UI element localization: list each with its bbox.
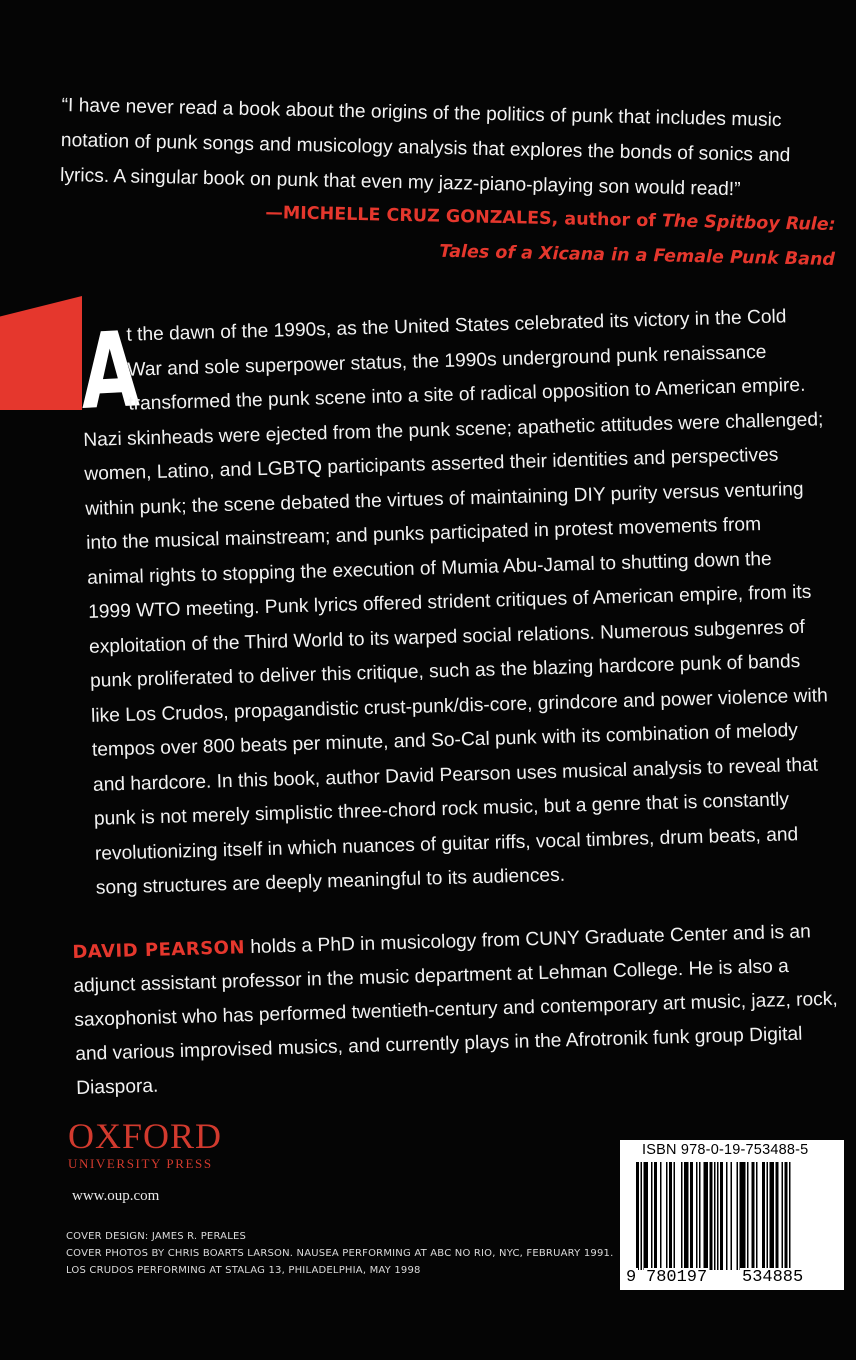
endorsement-quote xyxy=(60,88,802,208)
description-line: within punk; the scene debated the virtues of maintaining DIY purity versus venturing xyxy=(84,478,804,520)
attribution-book-subtitle: Tales of a Xicana in a Female Punk Band xyxy=(439,241,836,270)
quote-line: lyrics. A singular book on punk that even my jazz-piano-playing son would read!” xyxy=(59,164,741,201)
barcode-bar xyxy=(684,1162,689,1270)
barcode-bar xyxy=(696,1162,698,1270)
description-line: t the dawn of the 1990s, as the United States celebrated its victory in the Cold xyxy=(126,306,787,346)
barcode-bars xyxy=(630,1162,834,1270)
barcode-bar xyxy=(740,1162,746,1270)
barcode-bar xyxy=(785,1162,788,1270)
barcode-bar xyxy=(636,1162,639,1270)
barcode-bar xyxy=(666,1162,668,1270)
publisher-logo xyxy=(68,1118,222,1172)
barcode-digits-left: 780197 xyxy=(646,1268,708,1287)
barcode-bar xyxy=(752,1162,755,1270)
barcode-digit-first: 9 xyxy=(626,1268,637,1287)
attribution-book-title: The Spitboy Rule: xyxy=(661,211,836,235)
cover-credits xyxy=(66,1228,614,1279)
barcode-bar xyxy=(731,1162,733,1270)
barcode-bar xyxy=(660,1162,662,1270)
barcode-bar xyxy=(717,1162,719,1270)
quote-attribution xyxy=(195,195,836,278)
barcode-bar xyxy=(770,1162,775,1270)
barcode-bar xyxy=(776,1162,779,1270)
author-name: DAVID PEARSON xyxy=(72,937,246,963)
barcode-digits-right: 534885 xyxy=(742,1268,804,1287)
barcode-bar xyxy=(690,1162,693,1270)
description-line: punk is not merely simplistic three-chord rock music, but a genre that is constantly xyxy=(93,789,790,830)
description-line: War and sole superpower status, the 1990s underground punk renaissance xyxy=(127,341,767,381)
barcode-digits xyxy=(620,1266,844,1288)
description-line: song structures are deeply meaningful to its audiences. xyxy=(95,864,566,899)
description-line: and hardcore. In this book, author David Pearson uses musical analysis to reveal that xyxy=(92,754,819,796)
quote-line: notation of punk songs and musicology analysis that explores the bonds of sonics and xyxy=(60,129,791,167)
bio-line: Diaspora. xyxy=(75,1075,159,1099)
bio-line: saxophonist who has performed twentieth-century and contemporary art music, jazz, rock, xyxy=(74,988,838,1031)
barcode-bar xyxy=(651,1162,653,1270)
isbn-barcode xyxy=(620,1140,844,1290)
attribution-author: —MICHELLE CRUZ GONZALES, author of xyxy=(265,203,663,232)
author-bio xyxy=(72,915,846,1106)
credit-line: COVER PHOTOS BY CHRIS BOARTS LARSON. NAUSEA PERFORMING AT ABC NO RIO, NYC, FEBRUARY 1991. xyxy=(66,1248,614,1259)
barcode-bar xyxy=(726,1162,728,1270)
publisher-name: OXFORD xyxy=(68,1116,223,1156)
drop-cap-red-block xyxy=(0,296,82,410)
barcode-bar xyxy=(767,1162,769,1270)
barcode-bar xyxy=(699,1162,701,1270)
bio-line: holds a PhD in musicology from CUNY Graduate Center and is an xyxy=(244,921,812,959)
barcode-bar xyxy=(674,1162,676,1270)
barcode-bar xyxy=(714,1162,716,1270)
barcode-bar xyxy=(737,1162,739,1270)
description-line: animal rights to stopping the execution of Mumia Abu-Jamal to shutting down the xyxy=(86,548,772,589)
bio-line: adjunct assistant professor in the music department at Lehman College. He is also a xyxy=(73,956,790,997)
book-description xyxy=(80,299,856,906)
description-line: into the musical mainstream; and punks participated in protest movements from xyxy=(85,514,762,554)
description-line: punk proliferated to deliver this critique, such as the blazing hardcore punk of bands xyxy=(89,651,801,692)
description-line: like Los Crudos, propagandistic crust-punk/dis-core, grindcore and power violence with xyxy=(90,684,829,727)
description-line: transformed the punk scene into a site of radical opposition to American empire. xyxy=(128,374,806,415)
barcode-bar xyxy=(756,1162,758,1270)
barcode-bar xyxy=(654,1162,657,1270)
barcode-bar xyxy=(782,1162,784,1270)
description-line: women, Latino, and LGBTQ participants asserted their identities and perspectives xyxy=(84,444,779,485)
credit-line: COVER DESIGN: JAMES R. PERALES xyxy=(66,1231,247,1242)
description-line: Nazi skinheads were ejected from the punk scene; apathetic attitudes were challenged; xyxy=(83,408,824,451)
credit-line: LOS CRUDOS PERFORMING AT STALAG 13, PHILADELPHIA, MAY 1998 xyxy=(66,1265,421,1276)
isbn-number: ISBN 978-0-19-753488-5 xyxy=(642,1142,809,1158)
barcode-bar xyxy=(720,1162,723,1270)
description-line: revolutionizing itself in which nuances of guitar riffs, vocal timbres, drum beats, and xyxy=(94,823,799,865)
bio-line: and various improvised musics, and currently plays in the Afrotronik funk group Digital xyxy=(75,1023,803,1065)
barcode-bar xyxy=(704,1162,709,1270)
barcode-bar xyxy=(710,1162,713,1270)
barcode-bar xyxy=(762,1162,765,1270)
publisher-url: www.oup.com xyxy=(72,1188,160,1204)
publisher-subname: UNIVERSITY PRESS xyxy=(68,1156,213,1171)
description-line: tempos over 800 beats per minute, and So-Cal punk with its combination of melody xyxy=(91,720,799,761)
drop-cap-letter: A xyxy=(79,308,141,433)
description-line: 1999 WTO meeting. Punk lyrics offered strident critiques of American empire, from its xyxy=(87,581,812,623)
barcode-bar xyxy=(644,1162,649,1270)
barcode-bar xyxy=(641,1162,643,1270)
quote-line: “I have never read a book about the origins of the politics of punk that includes music xyxy=(61,94,782,132)
description-line: exploitation of the Third World to its warped social relations. Numerous subgenres of xyxy=(88,616,806,658)
barcode-bar xyxy=(669,1162,672,1270)
barcode-bar xyxy=(789,1162,791,1270)
barcode-bar xyxy=(747,1162,749,1270)
barcode-bar xyxy=(681,1162,683,1270)
